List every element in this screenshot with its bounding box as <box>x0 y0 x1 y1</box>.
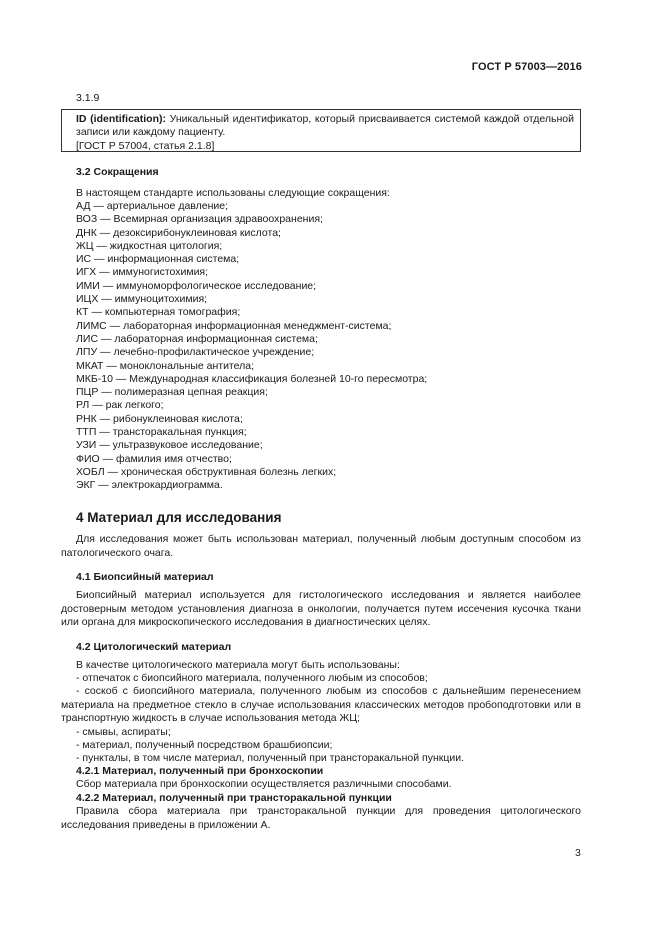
list-item: МКБ-10 — Международная классификация болезней 10-го пересмотра; <box>76 372 428 385</box>
definition-term: ID (identification): <box>76 113 166 125</box>
list-item: ЛПУ — лечебно-профилактическое учреждение; <box>76 346 315 359</box>
section-4-2-intro: В качестве цитологического материала могут быть использованы: <box>76 659 400 671</box>
section-4-2-1-text: Сбор материала при бронхоскопии осуществляется различными способами. <box>76 778 452 790</box>
list-item: - материал, полученный посредством брашбиопсии; <box>76 739 333 751</box>
section-4-intro: Для исследования может быть использован материал, полученный любым доступным способом из патологического очага. <box>61 533 581 559</box>
definition-body: Уникальный идентификатор, который присваивается системой каждой отдельной записи или каждому пациенту. <box>76 113 574 139</box>
list-item: - отпечаток с биопсийного материала, полученного любым из способов; <box>76 672 428 684</box>
list-item: ЛИМС — лабораторная информационная менеджмент-система; <box>76 319 392 332</box>
list-item: РНК — рибонуклеиновая кислота; <box>76 412 243 425</box>
list-item: ЖЦ — жидкостная цитология; <box>76 239 223 252</box>
abbreviations-intro: В настоящем стандарте использованы следующие сокращения: <box>76 187 390 199</box>
section-4-1-text: Биопсийный материал используется для гистологического исследования и является наиболее достоверным методом установления диагноза в онкологии, получается путем иссечения кусочка ткани или органа для микроскопического исследования в диагностических целях. <box>61 589 581 629</box>
list-item: - пункталы, в том числе материал, полученный при трансторакальной пункции. <box>76 752 465 764</box>
list-item: ИГХ — иммуногистохимия; <box>76 266 209 279</box>
abbreviations-list <box>76 200 427 493</box>
page-number: 3 <box>575 847 581 859</box>
list-item: - смывы, аспираты; <box>76 726 171 738</box>
abbreviations-heading: 3.2 Сокращения <box>76 166 159 178</box>
list-item: КТ — компьютерная томография; <box>76 306 241 319</box>
list-item: МКАТ — моноклональные антитела; <box>76 359 255 372</box>
list-item: ФИО — фамилия имя отчество; <box>76 452 232 465</box>
section-4-2-heading: 4.2 Цитологический материал <box>76 641 232 653</box>
definition-number: 3.1.9 <box>76 92 100 104</box>
section-4-2-2-text: Правила сбора материала при трансторакальной пункции для проведения цитологического исследования приведены в приложении А. <box>61 805 581 831</box>
section-4-2-1-heading: 4.2.1 Материал, полученный при бронхоскопии <box>76 765 324 777</box>
list-item: ВОЗ — Всемирная организация здравоохранения; <box>76 213 323 226</box>
list-item: РЛ — рак легкого; <box>76 399 164 412</box>
list-item: ЭКГ — электрокардиограмма. <box>76 479 223 492</box>
list-item: УЗИ — ультразвуковое исследование; <box>76 439 263 452</box>
section-4-2-2-heading: 4.2.2 Материал, полученный при трансторакальной пункции <box>76 792 392 804</box>
list-item: ЛИС — лабораторная информационная система; <box>76 332 318 345</box>
list-item: ТТП — трансторакальная пункция; <box>76 426 247 439</box>
list-item: - соскоб с биопсийного материала, полученного любым из способов с дальнейшим перенесением материала на предметное стекло в случае использования классических методов пробоподготовки или в транспортную жидкость в случае использования метода ЖЦ; <box>61 685 581 725</box>
list-item: ИС — информационная система; <box>76 253 240 266</box>
list-item: ХОБЛ — хроническая обструктивная болезнь легких; <box>76 465 337 478</box>
list-item: ИМИ — иммуноморфологическое исследование; <box>76 279 317 292</box>
definition-source: [ГОСТ Р 57004, статья 2.1.8] <box>76 140 215 152</box>
section-4-1-heading: 4.1 Биопсийный материал <box>76 571 214 583</box>
document-code: ГОСТ Р 57003—2016 <box>471 61 582 73</box>
definition-text <box>76 113 574 139</box>
list-item: ИЦХ — иммуноцитохимия; <box>76 293 208 306</box>
list-item: ПЦР — полимеразная цепная реакция; <box>76 386 268 399</box>
list-item: ДНК — дезоксирибонуклеиновая кислота; <box>76 226 281 239</box>
section-4-heading: 4 Материал для исследования <box>76 510 282 525</box>
list-item: АД — артериальное давление; <box>76 200 229 212</box>
